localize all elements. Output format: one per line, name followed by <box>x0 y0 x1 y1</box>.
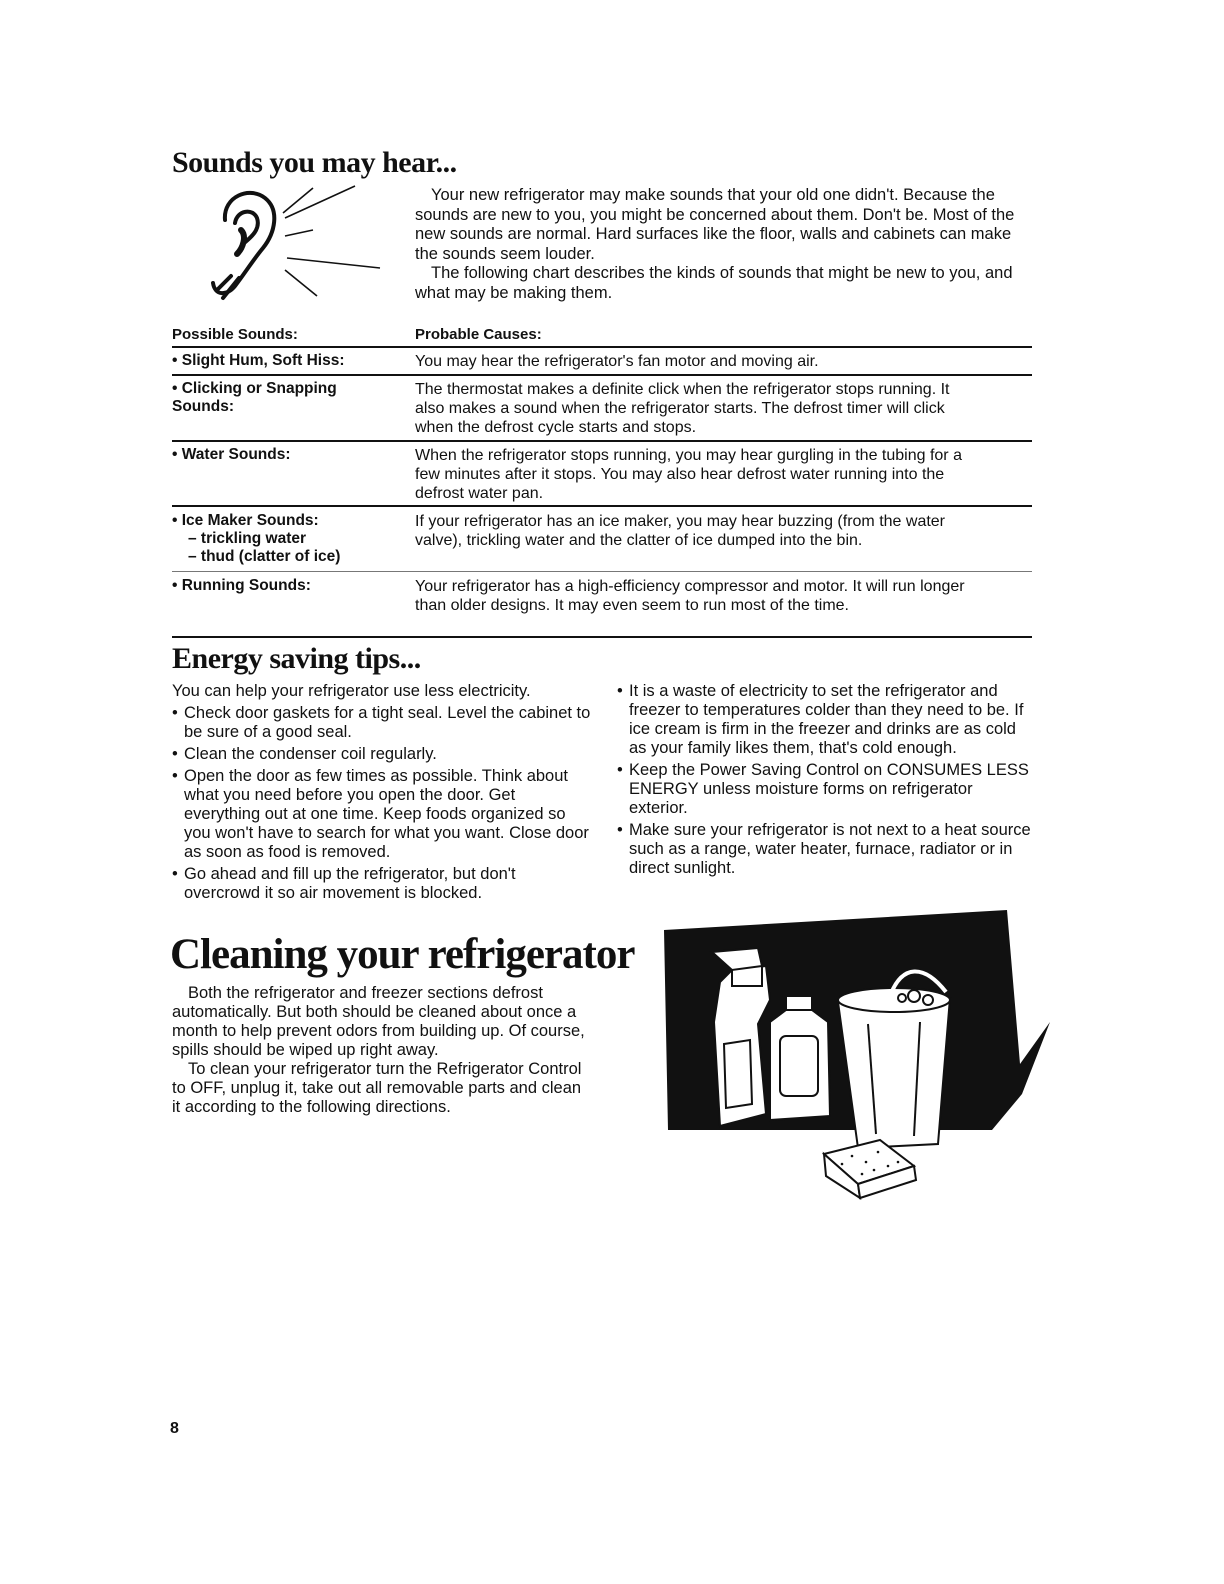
energy-tip: • It is a waste of electricity to set the refrigerator and freezer to temperatures colder than they need to be. If ice cream is firm in the freezer and drinks are as cold as your family likes them, that's cold enough. <box>617 682 1033 758</box>
table-rule <box>172 636 1032 638</box>
energy-tip: • Keep the Power Saving Control on CONSUMES LESS ENERGY unless moisture forms on refrigerator exterior. <box>617 761 1033 818</box>
column-header-causes: Probable Causes: <box>415 326 542 343</box>
page-number: 8 <box>170 1420 179 1437</box>
energy-left-column <box>172 682 592 906</box>
cleaning-para-1: Both the refrigerator and freezer sections defrost automatically. But both should be cleaned about once a month to help prevent odors from building up. Of course, spills should be wiped up right away. <box>172 984 585 1059</box>
sounds-title: Sounds you may hear... <box>172 146 457 179</box>
sound-sub-trickling: – trickling water <box>188 530 307 547</box>
ear-icon <box>195 178 390 308</box>
sounds-intro-para-1: Your new refrigerator may make sounds that your old one didn't. Because the sounds are new to you, you might be concerned about them. Don't be. Most of the new sounds are normal. Hard surfaces like the floor, walls and cabinets can make the sounds seem louder. <box>415 186 1015 263</box>
sound-cause: You may hear the refrigerator's fan motor and moving air. <box>415 353 819 370</box>
sounds-intro-para-2: The following chart describes the kinds of sounds that might be new to you, and what may be making them. <box>415 264 1013 302</box>
energy-right-column <box>617 682 1033 881</box>
sounds-intro <box>415 186 1030 303</box>
table-rule <box>172 505 1032 507</box>
sound-sub-thud: – thud (clatter of ice) <box>188 548 341 565</box>
table-rule <box>172 346 1032 348</box>
sound-cause: The thermostat makes a definite click when the refrigerator stops running. It also makes a sound when the refrigerator starts. The defrost timer will click when the defrost cycle starts and stops. <box>415 381 950 436</box>
sound-cause: When the refrigerator stops running, you may hear gurgling in the tubing for a few minutes after it stops. You may also hear defrost water running into the defrost water pan. <box>415 447 962 502</box>
cleaning-title: Cleaning your refrigerator <box>170 931 635 978</box>
cleaning-supplies-illustration <box>662 904 1058 1204</box>
sound-name: • Ice Maker Sounds: – trickling water – thud (clatter of ice) <box>172 512 402 566</box>
sound-name: • Water Sounds: <box>172 446 291 463</box>
energy-tip: • Check door gaskets for a tight seal. Level the cabinet to be sure of a good seal. <box>172 704 592 742</box>
sound-name: • Clicking or Snapping Sounds: <box>172 380 337 415</box>
table-rule <box>172 571 1032 572</box>
cleaning-para-2: To clean your refrigerator turn the Refrigerator Control to OFF, unplug it, take out all removable parts and clean it according to the following directions. <box>172 1060 582 1116</box>
energy-tip: • Clean the condenser coil regularly. <box>172 745 592 764</box>
energy-tip: • Make sure your refrigerator is not next to a heat source such as a range, water heater, furnace, radiator or in direct sunlight. <box>617 821 1033 878</box>
energy-tip: • Go ahead and fill up the refrigerator, but don't overcrowd it so air movement is blocked. <box>172 865 592 903</box>
table-rule <box>172 440 1032 442</box>
table-rule <box>172 374 1032 376</box>
sound-name: • Running Sounds: <box>172 577 311 594</box>
energy-intro: You can help your refrigerator use less electricity. <box>172 682 531 700</box>
sound-cause: If your refrigerator has an ice maker, you may hear buzzing (from the water valve), trickling water and the clatter of ice dumped into the bin. <box>415 513 946 549</box>
sound-name: • Slight Hum, Soft Hiss: <box>172 352 345 369</box>
energy-tip: • Open the door as few times as possible. Think about what you need before you open the door. Get everything out at one time. Keep foods organized so you won't have to search for what you want. Close door as soon as food is removed. <box>172 767 592 862</box>
energy-title: Energy saving tips... <box>172 642 421 675</box>
cleaning-text <box>172 984 588 1117</box>
sound-cause: Your refrigerator has a high-efficiency compressor and motor. It will run longer than older designs. It may even seem to run most of the time. <box>415 578 965 614</box>
column-header-sounds: Possible Sounds: <box>172 326 298 343</box>
